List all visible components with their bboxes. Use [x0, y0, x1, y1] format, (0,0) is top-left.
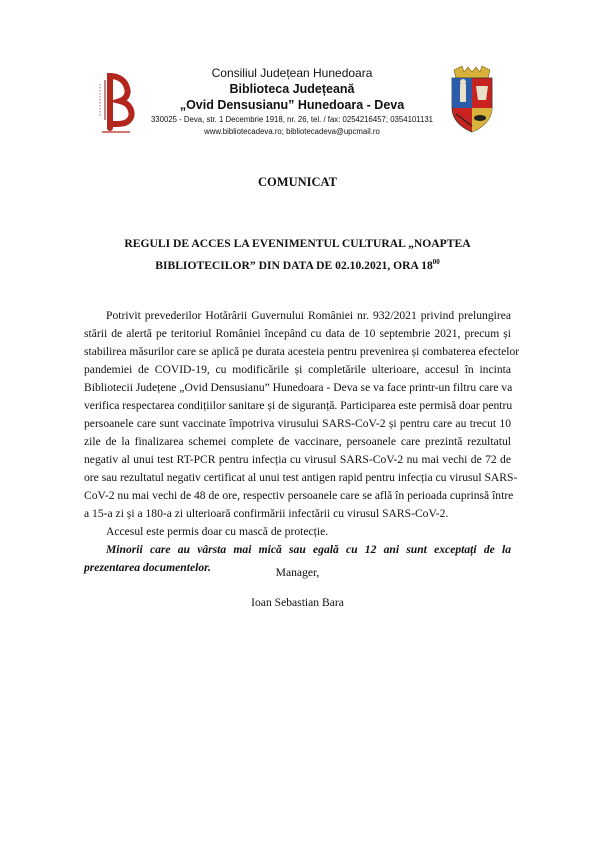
body-line: persoanele care sunt vaccinate împotriva virusului SARS-CoV-2 și pentru care au trecut 10: [84, 417, 511, 430]
subtitle-line-2-text: BIBLIOTECILOR” DIN DATA DE 02.10.2021, ORA 18: [155, 259, 433, 272]
body-line: pandemiei de COVID-19, cu modificările și completările ulterioare, accesul în incinta: [84, 363, 511, 376]
body-line: CoV-2 nu mai vechi de 48 de ore, respectiv persoanele care se află în perioada cuprinsă între: [84, 489, 514, 502]
body-line: verifica respectarea condițiilor sanitare și de siguranță. Participarea este permisă doar pentru: [84, 399, 513, 412]
library-full-name: „Ovid Densusianu” Hunedoara - Deva: [179, 98, 405, 112]
subtitle-line-1: REGULI DE ACCES LA EVENIMENTUL CULTURAL „NOAPTEA: [124, 237, 471, 250]
letterhead: [96, 62, 526, 142]
paragraph-mask-rule: [84, 523, 511, 541]
postal-address: 330025 - Deva, str. 1 Decembrie 1918, nr. 26, tel. / fax: 0254216457; 0354101131: [150, 115, 434, 124]
paragraph-access-rules: [84, 307, 520, 523]
letterhead-text: [144, 66, 440, 137]
subtitle-time-superscript: 00: [432, 258, 440, 266]
web-contact: www.bibliotecadeva.ro; bibliotecadeva@upcmail.ro: [204, 127, 380, 136]
council-name: Consiliul Județean Hunedoara: [211, 66, 373, 80]
document-heading: COMUNICAT: [258, 175, 337, 189]
body-line: stării de alertă pe teritoriul României începând cu data de 10 septembrie 2021, precum și: [84, 327, 511, 340]
body-line: Bibliotecii Județene „Ovid Densusianu” Hunedoara - Deva se va face printr-un filtru care va: [84, 381, 513, 394]
body-text: [84, 307, 520, 577]
body-line: zile de la finalizarea schemei complete de vaccinare, persoanele care prezintă rezultatul: [84, 435, 511, 448]
body-line: Potrivit prevederilor Hotărârii Guvernului României nr. 932/2021 privind prelungirea: [106, 309, 511, 322]
body-line: negativ al unui test RT-PCR pentru infecția cu virusul SARS-CoV-2 nu mai vechi de 72 de: [84, 453, 511, 466]
subtitle-line-2: [100, 255, 495, 277]
document-subtitle: [100, 233, 495, 277]
body-line: ore sau rezultatul negativ certificat al unui test antigen rapid pentru infecția cu virusul SARS-: [84, 471, 518, 484]
library-logo-icon: [96, 70, 136, 136]
body-line: prezentarea documentelor.: [84, 561, 211, 574]
body-line: Accesul este permis doar cu mască de protecție.: [106, 525, 329, 538]
library-name: Biblioteca Județeană: [229, 82, 355, 96]
body-line: Minorii care au vârsta mai mică sau egală cu 12 ani sunt exceptați de la: [106, 543, 511, 556]
signature-name: Ioan Sebastian Bara: [251, 596, 344, 609]
body-line: stabilirea măsurilor care se aplică pe durata acesteia pentru prevenirea și combaterea efectelor: [84, 345, 520, 358]
body-line: a 15-a zi și a 180-a zi ulterioară confirmării infectării cu virusul SARS-CoV-2.: [84, 507, 449, 520]
county-coat-of-arms-icon: [446, 64, 498, 134]
signature-role: Manager,: [275, 566, 320, 579]
